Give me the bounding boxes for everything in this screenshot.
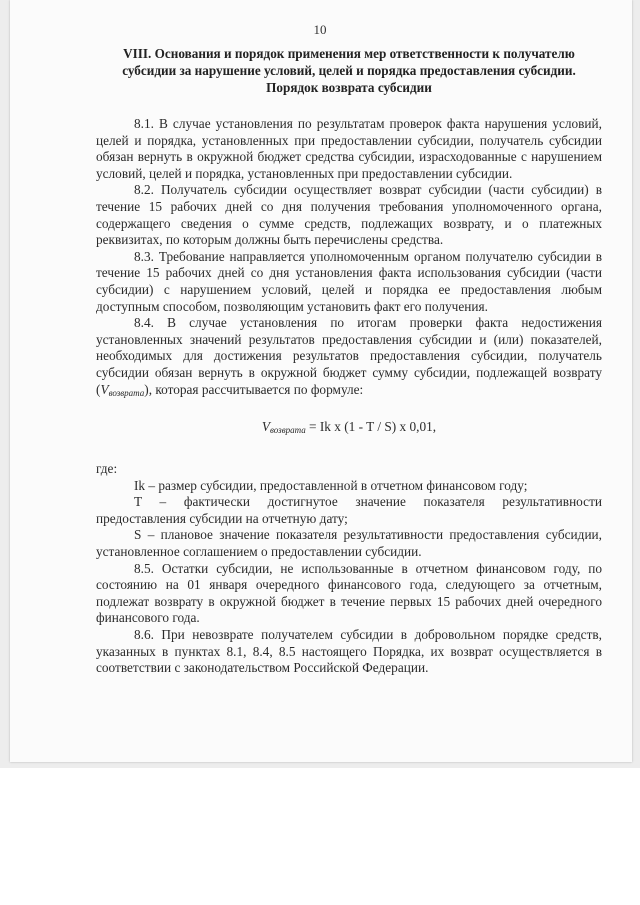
paragraph-8-4-text-end: ), которая рассчитывается по формуле: <box>144 381 364 397</box>
document-body <box>96 45 602 677</box>
inline-v-symbol <box>100 382 144 397</box>
inline-v-letter: V <box>100 381 109 397</box>
refund-formula <box>96 419 602 435</box>
formula-v-subscript: возврата <box>270 425 306 436</box>
inline-v-subscript: возврата <box>108 387 145 398</box>
formula-v-letter: V <box>261 419 271 435</box>
paragraph-8-1: 8.1. В случае установления по результатам проверок факта нарушения условий, целей и порядка, установленных при предоставлении субсидии, получатель субсидии обязан вернуть в окружной бюджет средства субсидии, израсходованные с нарушением условий, целей и порядка, установленных при предоставлении субсидии. <box>96 116 602 181</box>
definition-ik: Ik – размер субсидии, предоставленной в отчетном финансовом году; <box>134 477 528 493</box>
paragraph-8-6: 8.6. При невозврате получателем субсидии в добровольном порядке средств, указанных в пунктах 8.1, 8.4, 8.5 настоящего Порядка, их возврат осуществляется в соответствии с законодательством Российской Федерации. <box>96 627 602 676</box>
paragraph-8-4-text: 8.4. В случае установления по итогам проверки факта недостижения установленных значений результатов предоставления субсидии и (или) показателей, необходимых для достижения результатов предоставления субсидии, получатель субсидии обязан вернуть в окружной бюджет сумму субсидии, подлежащей возврату ( <box>96 315 602 397</box>
formula-expression: = Ik x (1 - T / S) x 0,01, <box>305 419 437 435</box>
where-label: где: <box>96 461 118 477</box>
definition-s: S – плановое значение показателя результативности предоставления субсидии, установленное соглашением о предоставлении субсидии. <box>96 527 602 560</box>
paragraph-8-5: 8.5. Остатки субсидии, не использованные в отчетном финансовом году, по состоянию на 01 января очередного финансового года, следующего за отчетным, подлежат возврату в окружной бюджет в течение первых 15 рабочих дней очередного финансового года. <box>96 560 602 626</box>
paragraph-8-3: 8.3. Требование направляется уполномоченным органом получателю субсидии в течение 15 рабочих дней со дня установления факта использования субсидии (части субсидии) с нарушением условий, целей и порядка ее предоставления любым доступным способом, позволяющим установить факт его получения. <box>96 248 602 314</box>
section-heading: VIII. Основания и порядок применения мер ответственности к получателю субсидии за нарушение условий, целей и порядка предоставления субсидии. Порядок возврата субсидии <box>122 46 576 95</box>
definition-t: T – фактически достигнутое значение показателя результативности предоставления субсидии на отчетную дату; <box>96 494 602 526</box>
paragraph-8-4 <box>96 315 602 401</box>
page-number: 10 <box>313 22 327 37</box>
paragraph-8-2: 8.2. Получатель субсидии осуществляет возврат субсидии (части субсидии) в течение 15 рабочих дней со дня получения требования уполномоченного органа, содержащего сведения о сумме средств, подлежащих возврату, и о платежных реквизитах, по которым должны быть перечислены средства. <box>96 182 602 248</box>
